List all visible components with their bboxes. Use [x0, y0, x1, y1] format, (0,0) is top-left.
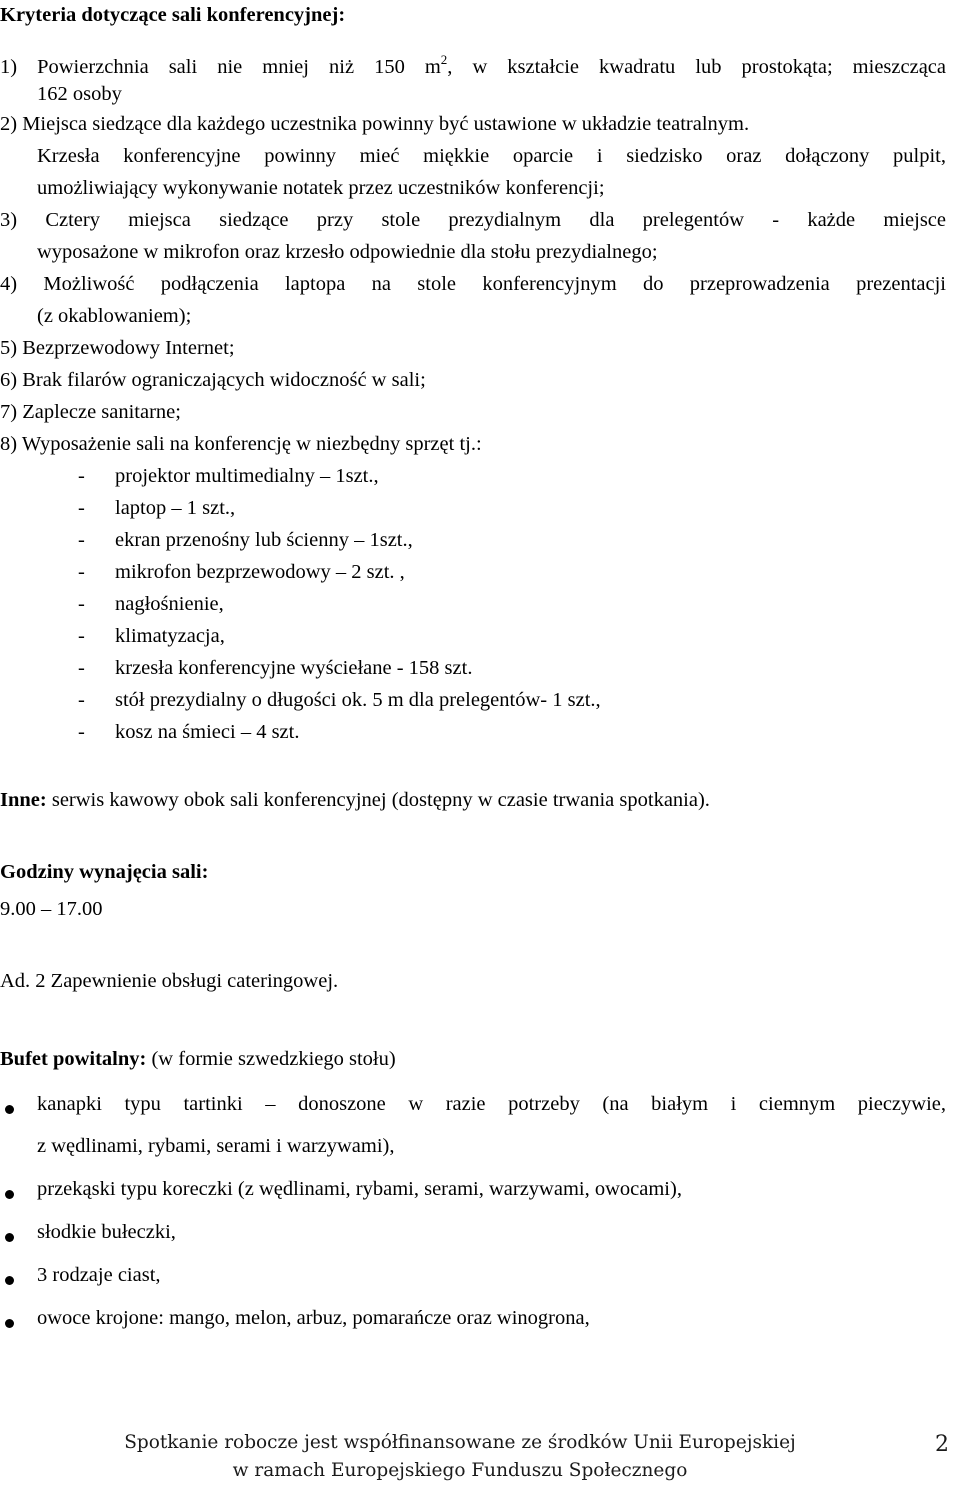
buffet-label: Bufet powitalny: [0, 1048, 147, 1070]
catering-section-title: Ad. 2 Zapewnienie obsługi cateringowej. [0, 970, 339, 992]
criteria-item-2-line-2: Krzesła konferencyjne powinny mieć miękkie oparcie i siedzisko oraz dołączony pulpit, [37, 145, 946, 167]
equipment-item: projektor multimedialny – 1szt., [115, 465, 379, 487]
other-paragraph: Inne: serwis kawowy obok sali konferencyjnej (dostępny w czasie trwania spotkania). [0, 789, 710, 811]
criteria-item-1-line-2: 162 osoby [37, 83, 122, 105]
equipment-dash: - [78, 529, 85, 551]
criteria-item-4-line-1: 4) Możliwość podłączenia laptopa na stole konferencyjnym do przeprowadzenia prezentacji [0, 273, 946, 295]
equipment-dash: - [78, 497, 85, 519]
equipment-dash: - [78, 689, 85, 711]
equipment-dash: - [78, 561, 85, 583]
equipment-dash: - [78, 657, 85, 679]
equipment-dash: - [78, 593, 85, 615]
footer-line-2: w ramach Europejskiego Funduszu Społecznego [232, 1460, 688, 1481]
page-number: 2 [935, 1432, 949, 1457]
buffet-heading: Bufet powitalny: (w formie szwedzkiego stołu) [0, 1048, 396, 1070]
buffet-item-4: 3 rodzaje ciast, [37, 1264, 161, 1286]
other-label: Inne: [0, 789, 47, 811]
superscript-2: 2 [440, 52, 448, 67]
equipment-item: laptop – 1 szt., [115, 497, 236, 519]
equipment-item: stół prezydialny o długości ok. 5 m dla prelegentów- 1 szt., [115, 689, 601, 711]
equipment-dash: - [78, 625, 85, 647]
buffet-item-5: owoce krojone: mango, melon, arbuz, pomarańcze oraz winogrona, [37, 1307, 590, 1329]
criteria-heading: Kryteria dotyczące sali konferencyjnej: [0, 4, 346, 26]
equipment-dash: - [78, 721, 85, 743]
criteria-item-8: 8) Wyposażenie sali na konferencję w niezbędny sprzęt tj.: [0, 433, 482, 455]
equipment-item: mikrofon bezprzewodowy – 2 szt. , [115, 561, 405, 583]
criteria-item-6: 6) Brak filarów ograniczających widoczność w sali; [0, 369, 426, 391]
footer-line-1: Spotkanie robocze jest współfinansowane ze środków Unii Europejskiej [124, 1432, 796, 1453]
buffet-item-1-line-2: z wędlinami, rybami, serami i warzywami), [37, 1135, 395, 1157]
equipment-dash: - [78, 465, 85, 487]
buffet-item-3: słodkie bułeczki, [37, 1221, 176, 1243]
hours-heading: Godziny wynajęcia sali: [0, 861, 209, 883]
bullet-icon [5, 1276, 14, 1285]
criteria-item-7: 7) Zaplecze sanitarne; [0, 401, 181, 423]
bullet-icon [5, 1105, 14, 1114]
criteria-item-2-line-1: 2) Miejsca siedzące dla każdego uczestnika powinny być ustawione w układzie teatralnym. [0, 113, 750, 135]
equipment-item: krzesła konferencyjne wyściełane - 158 szt. [115, 657, 473, 679]
criteria-item-1-line-1: 1) Powierzchnia sali nie mniej niż 150 $m^2$, w kształcie kwadratu lub prostokąta; mieszcząca [0, 52, 946, 78]
criteria-item-3-line-1: 3) Cztery miejsca siedzące przy stole prezydialnym dla prelegentów - każde miejsce [0, 209, 946, 231]
equipment-item: kosz na śmieci – 4 szt. [115, 721, 300, 743]
buffet-item-1-line-1: kanapki typu tartinki – donoszone w razie potrzeby (na białym i ciemnym pieczywie, [37, 1093, 946, 1115]
buffet-item-2: przekąski typu koreczki (z wędlinami, rybami, serami, warzywami, owocami), [37, 1178, 682, 1200]
equipment-item: nagłośnienie, [115, 593, 224, 615]
hours-value: 9.00 – 17.00 [0, 898, 103, 920]
bullet-icon [5, 1319, 14, 1328]
criteria-item-2-line-3: umożliwiający wykonywanie notatek przez uczestników konferencji; [37, 177, 605, 199]
equipment-item: ekran przenośny lub ścienny – 1szt., [115, 529, 413, 551]
equipment-item: klimatyzacja, [115, 625, 225, 647]
criteria-item-4-line-2: (z okablowaniem); [37, 305, 192, 327]
criteria-item-5: 5) Bezprzewodowy Internet; [0, 337, 235, 359]
criteria-item-3-line-2: wyposażone w mikrofon oraz krzesło odpowiednie dla stołu prezydialnego; [37, 241, 658, 263]
bullet-icon [5, 1190, 14, 1199]
bullet-icon [5, 1233, 14, 1242]
